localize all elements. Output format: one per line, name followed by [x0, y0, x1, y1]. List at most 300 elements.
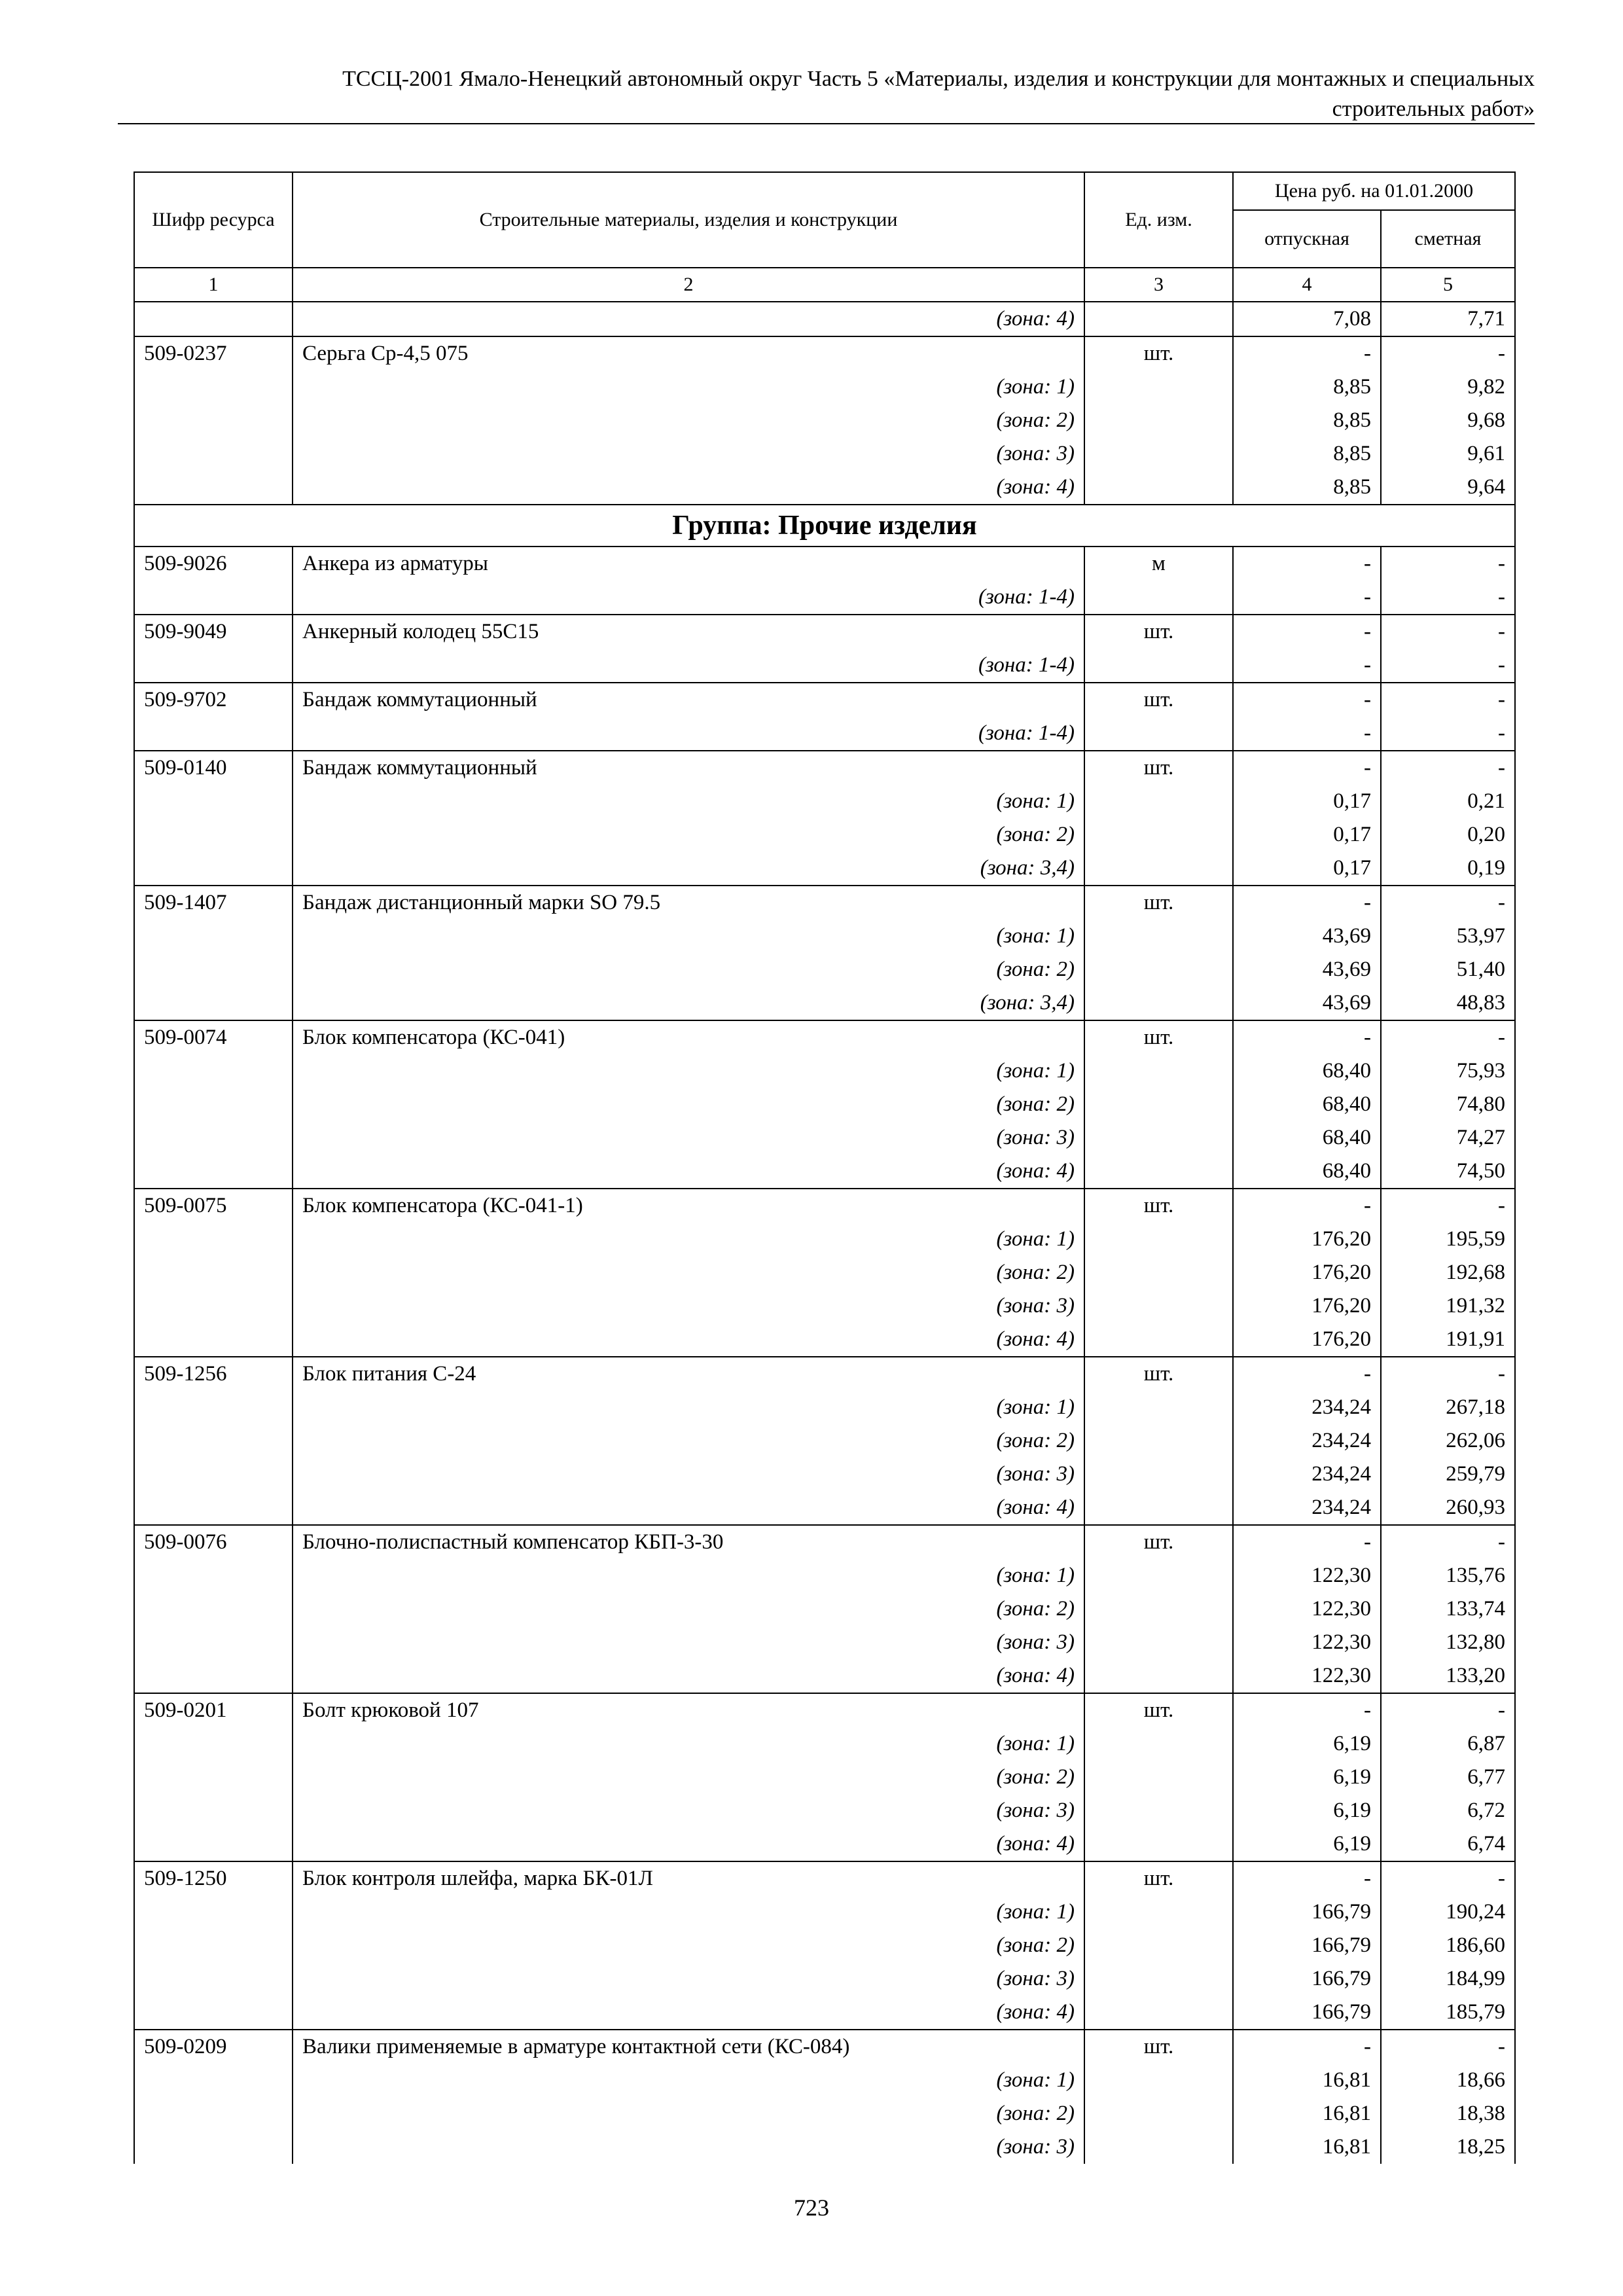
empty-cell [1084, 1323, 1233, 1357]
zone-row [134, 1391, 1515, 1424]
zone-row [134, 1659, 1515, 1693]
zone-label: (зона: 4) [293, 302, 1084, 336]
empty-cell [134, 1794, 293, 1827]
estimate-price: - [1381, 615, 1515, 649]
resource-code: 509-9049 [134, 615, 293, 649]
resource-code: 509-0074 [134, 1020, 293, 1054]
header-code: Шифр ресурса [134, 172, 293, 268]
empty-cell [134, 1659, 293, 1693]
zone-label: (зона: 2) [293, 953, 1084, 986]
resource-unit: шт. [1084, 751, 1233, 785]
empty-cell [1084, 1256, 1233, 1289]
empty-cell [1084, 1223, 1233, 1256]
resource-unit: шт. [1084, 1525, 1233, 1559]
resource-unit: шт. [1084, 1357, 1233, 1391]
table-header [134, 172, 1515, 302]
empty-cell [134, 1289, 293, 1323]
release-price: 122,30 [1233, 1626, 1381, 1659]
resource-code: 509-0076 [134, 1525, 293, 1559]
resource-name: Анкера из арматуры [293, 547, 1084, 581]
zone-row [134, 1223, 1515, 1256]
empty-cell [1084, 1727, 1233, 1761]
column-number: 4 [1233, 268, 1381, 302]
estimate-price: - [1381, 1020, 1515, 1054]
release-price: - [1233, 1693, 1381, 1727]
resource-unit: шт. [1084, 2030, 1233, 2064]
empty-cell [134, 818, 293, 852]
table-row [134, 1693, 1515, 1727]
zone-row [134, 785, 1515, 818]
release-price: - [1233, 1357, 1381, 1391]
resource-name: Блок компенсатора (КС-041) [293, 1020, 1084, 1054]
estimate-price: - [1381, 2030, 1515, 2064]
release-price: 68,40 [1233, 1155, 1381, 1189]
empty-cell [1084, 581, 1233, 615]
zone-label: (зона: 3,4) [293, 852, 1084, 886]
empty-cell [1084, 1794, 1233, 1827]
zone-row [134, 953, 1515, 986]
empty-cell [134, 1491, 293, 1525]
empty-cell [1084, 986, 1233, 1020]
zone-label: (зона: 2) [293, 404, 1084, 437]
column-number: 2 [293, 268, 1084, 302]
zone-label: (зона: 3) [293, 1458, 1084, 1491]
resource-name: Бандаж коммутационный [293, 751, 1084, 785]
zone-label: (зона: 2) [293, 1929, 1084, 1962]
resource-name: Болт крюковой 107 [293, 1693, 1084, 1727]
page-header [118, 64, 1535, 124]
price-table [134, 171, 1516, 2164]
resource-code: 509-1256 [134, 1357, 293, 1391]
zone-label: (зона: 1) [293, 370, 1084, 404]
zone-row [134, 1121, 1515, 1155]
resource-code: 509-1250 [134, 1861, 293, 1895]
empty-cell [134, 2130, 293, 2164]
zone-row [134, 1054, 1515, 1088]
release-price: 6,19 [1233, 1794, 1381, 1827]
empty-cell [134, 1323, 293, 1357]
empty-cell [134, 1155, 293, 1189]
estimate-price: 74,80 [1381, 1088, 1515, 1121]
resource-code: 509-0209 [134, 2030, 293, 2064]
release-price: 16,81 [1233, 2097, 1381, 2130]
estimate-price: 18,66 [1381, 2064, 1515, 2097]
release-price: - [1233, 683, 1381, 717]
zone-row [134, 2064, 1515, 2097]
resource-code: 509-1407 [134, 886, 293, 920]
empty-cell [134, 1996, 293, 2030]
table-row [134, 1189, 1515, 1223]
zone-label: (зона: 2) [293, 2097, 1084, 2130]
release-price: - [1233, 615, 1381, 649]
zone-row [134, 1761, 1515, 1794]
release-price: 176,20 [1233, 1323, 1381, 1357]
empty-cell [1084, 1088, 1233, 1121]
empty-cell [1084, 1424, 1233, 1458]
empty-cell [1084, 1121, 1233, 1155]
estimate-price: 48,83 [1381, 986, 1515, 1020]
empty-cell [134, 1592, 293, 1626]
estimate-price: 74,27 [1381, 1121, 1515, 1155]
zone-row [134, 437, 1515, 471]
release-price: 8,85 [1233, 471, 1381, 505]
release-price: 234,24 [1233, 1491, 1381, 1525]
release-price: 0,17 [1233, 785, 1381, 818]
release-price: 43,69 [1233, 986, 1381, 1020]
estimate-price: 192,68 [1381, 1256, 1515, 1289]
empty-cell [1084, 1827, 1233, 1861]
estimate-price: 9,64 [1381, 471, 1515, 505]
empty-cell [134, 920, 293, 953]
release-price: 16,81 [1233, 2064, 1381, 2097]
zone-label: (зона: 3) [293, 1626, 1084, 1659]
resource-unit: м [1084, 547, 1233, 581]
zone-row [134, 1626, 1515, 1659]
zone-row [134, 2097, 1515, 2130]
estimate-price: - [1381, 717, 1515, 751]
zone-row [134, 1592, 1515, 1626]
estimate-price: 267,18 [1381, 1391, 1515, 1424]
empty-cell [134, 953, 293, 986]
estimate-price: - [1381, 1189, 1515, 1223]
release-price: 176,20 [1233, 1256, 1381, 1289]
empty-cell [134, 1962, 293, 1996]
zone-row [134, 818, 1515, 852]
zone-row [134, 1996, 1515, 2030]
estimate-price: 190,24 [1381, 1895, 1515, 1929]
zone-row [134, 302, 1515, 336]
table-row [134, 1525, 1515, 1559]
empty-cell [134, 1088, 293, 1121]
resource-unit: шт. [1084, 1020, 1233, 1054]
estimate-price: - [1381, 1525, 1515, 1559]
zone-row [134, 370, 1515, 404]
resource-name: Блок контроля шлейфа, марка БК-01Л [293, 1861, 1084, 1895]
empty-cell [1084, 1458, 1233, 1491]
table-row [134, 1861, 1515, 1895]
estimate-price: 18,38 [1381, 2097, 1515, 2130]
release-price: 0,17 [1233, 852, 1381, 886]
resource-code: 509-0201 [134, 1693, 293, 1727]
empty-cell [1084, 717, 1233, 751]
empty-cell [1084, 1289, 1233, 1323]
zone-label: (зона: 4) [293, 1491, 1084, 1525]
empty-cell [134, 302, 293, 336]
table-row [134, 886, 1515, 920]
release-price: - [1233, 1189, 1381, 1223]
release-price: - [1233, 751, 1381, 785]
zone-label: (зона: 3,4) [293, 986, 1084, 1020]
zone-label: (зона: 2) [293, 1592, 1084, 1626]
release-price: - [1233, 717, 1381, 751]
release-price: 122,30 [1233, 1559, 1381, 1592]
empty-cell [1084, 649, 1233, 683]
estimate-price: 133,74 [1381, 1592, 1515, 1626]
table-row [134, 683, 1515, 717]
empty-cell [1084, 785, 1233, 818]
estimate-price: - [1381, 581, 1515, 615]
zone-label: (зона: 1-4) [293, 717, 1084, 751]
empty-cell [134, 1391, 293, 1424]
table-row [134, 1357, 1515, 1391]
empty-cell [1084, 1054, 1233, 1088]
empty-cell [1084, 1895, 1233, 1929]
release-price: 234,24 [1233, 1458, 1381, 1491]
resource-name: Серьга Ср-4,5 075 [293, 336, 1084, 370]
empty-cell [1084, 370, 1233, 404]
zone-label: (зона: 2) [293, 1256, 1084, 1289]
empty-cell [134, 1121, 293, 1155]
empty-cell [1084, 1155, 1233, 1189]
zone-label: (зона: 1) [293, 1054, 1084, 1088]
estimate-price: 18,25 [1381, 2130, 1515, 2164]
resource-code: 509-0075 [134, 1189, 293, 1223]
estimate-price: 133,20 [1381, 1659, 1515, 1693]
empty-cell [134, 852, 293, 886]
estimate-price: 0,19 [1381, 852, 1515, 886]
release-price: 234,24 [1233, 1424, 1381, 1458]
estimate-price: - [1381, 751, 1515, 785]
release-price: 166,79 [1233, 1895, 1381, 1929]
zone-label: (зона: 2) [293, 1088, 1084, 1121]
release-price: 7,08 [1233, 302, 1381, 336]
resource-unit: шт. [1084, 886, 1233, 920]
zone-row [134, 1155, 1515, 1189]
resource-name: Блочно-полиспастный компенсатор КБП-3-30 [293, 1525, 1084, 1559]
group-title: Группа: Прочие изделия [134, 505, 1515, 547]
empty-cell [134, 2064, 293, 2097]
resource-unit: шт. [1084, 1189, 1233, 1223]
empty-cell [134, 1727, 293, 1761]
zone-label: (зона: 1) [293, 1727, 1084, 1761]
resource-name: Бандаж дистанционный марки SO 79.5 [293, 886, 1084, 920]
zone-row [134, 1458, 1515, 1491]
resource-code: 509-0140 [134, 751, 293, 785]
zone-row [134, 1794, 1515, 1827]
zone-row [134, 2130, 1515, 2164]
zone-row [134, 1962, 1515, 1996]
estimate-price: 9,68 [1381, 404, 1515, 437]
estimate-price: 135,76 [1381, 1559, 1515, 1592]
zone-label: (зона: 3) [293, 1289, 1084, 1323]
empty-cell [1084, 1559, 1233, 1592]
zone-row [134, 1727, 1515, 1761]
release-price: 43,69 [1233, 953, 1381, 986]
estimate-price: 6,74 [1381, 1827, 1515, 1861]
estimate-price: 185,79 [1381, 1996, 1515, 2030]
zone-row [134, 1088, 1515, 1121]
empty-cell [1084, 1391, 1233, 1424]
empty-cell [1084, 404, 1233, 437]
release-price: - [1233, 2030, 1381, 2064]
empty-cell [134, 1424, 293, 1458]
zone-label: (зона: 4) [293, 1323, 1084, 1357]
empty-cell [134, 370, 293, 404]
empty-cell [134, 1223, 293, 1256]
zone-label: (зона: 1) [293, 1559, 1084, 1592]
page-number: 723 [794, 2195, 829, 2221]
empty-cell [134, 1827, 293, 1861]
estimate-price: 6,77 [1381, 1761, 1515, 1794]
estimate-price: - [1381, 683, 1515, 717]
empty-cell [1084, 1962, 1233, 1996]
resource-unit: шт. [1084, 615, 1233, 649]
empty-cell [134, 1458, 293, 1491]
zone-label: (зона: 1) [293, 1391, 1084, 1424]
zone-label: (зона: 1-4) [293, 649, 1084, 683]
empty-cell [1084, 1659, 1233, 1693]
estimate-price: - [1381, 336, 1515, 370]
estimate-price: 0,20 [1381, 818, 1515, 852]
release-price: 8,85 [1233, 437, 1381, 471]
estimate-price: 191,91 [1381, 1323, 1515, 1357]
release-price: 8,85 [1233, 370, 1381, 404]
zone-row [134, 404, 1515, 437]
estimate-price: 6,87 [1381, 1727, 1515, 1761]
header-release: отпускная [1233, 210, 1381, 268]
zone-row [134, 1559, 1515, 1592]
release-price: 6,19 [1233, 1761, 1381, 1794]
release-price: - [1233, 1525, 1381, 1559]
empty-cell [134, 1054, 293, 1088]
release-price: - [1233, 547, 1381, 581]
zone-row [134, 717, 1515, 751]
zone-label: (зона: 1) [293, 1223, 1084, 1256]
empty-cell [134, 581, 293, 615]
estimate-price: 132,80 [1381, 1626, 1515, 1659]
estimate-price: 51,40 [1381, 953, 1515, 986]
estimate-price: - [1381, 1357, 1515, 1391]
zone-row [134, 1323, 1515, 1357]
release-price: 234,24 [1233, 1391, 1381, 1424]
zone-row [134, 852, 1515, 886]
empty-cell [1084, 953, 1233, 986]
table-row [134, 336, 1515, 370]
resource-name: Валики применяемые в арматуре контактной сети (КС-084) [293, 2030, 1084, 2064]
empty-cell [134, 785, 293, 818]
resource-name: Анкерный колодец 55С15 [293, 615, 1084, 649]
estimate-price: - [1381, 1693, 1515, 1727]
resource-code: 509-0237 [134, 336, 293, 370]
zone-label: (зона: 1) [293, 1895, 1084, 1929]
zone-label: (зона: 1) [293, 785, 1084, 818]
zone-label: (зона: 1-4) [293, 581, 1084, 615]
empty-cell [1084, 437, 1233, 471]
empty-cell [134, 471, 293, 505]
empty-cell [134, 1626, 293, 1659]
release-price: - [1233, 581, 1381, 615]
release-price: 122,30 [1233, 1659, 1381, 1693]
release-price: 166,79 [1233, 1962, 1381, 1996]
group-row [134, 505, 1515, 547]
zone-row [134, 920, 1515, 953]
empty-cell [1084, 302, 1233, 336]
release-price: 16,81 [1233, 2130, 1381, 2164]
empty-cell [1084, 852, 1233, 886]
estimate-price: 0,21 [1381, 785, 1515, 818]
empty-cell [134, 717, 293, 751]
estimate-price: 260,93 [1381, 1491, 1515, 1525]
zone-label: (зона: 4) [293, 1155, 1084, 1189]
release-price: - [1233, 336, 1381, 370]
empty-cell [134, 649, 293, 683]
table-row [134, 2030, 1515, 2064]
empty-cell [134, 437, 293, 471]
resource-name: Бандаж коммутационный [293, 683, 1084, 717]
estimate-price: 75,93 [1381, 1054, 1515, 1088]
resource-name: Блок компенсатора (КС-041-1) [293, 1189, 1084, 1223]
zone-label: (зона: 4) [293, 1996, 1084, 2030]
zone-label: (зона: 1) [293, 920, 1084, 953]
empty-cell [1084, 1996, 1233, 2030]
empty-cell [1084, 1929, 1233, 1962]
resource-unit: шт. [1084, 683, 1233, 717]
estimate-price: 262,06 [1381, 1424, 1515, 1458]
zone-label: (зона: 3) [293, 2130, 1084, 2164]
zone-row [134, 1424, 1515, 1458]
estimate-price: 53,97 [1381, 920, 1515, 953]
header-name: Строительные материалы, изделия и конструкции [293, 172, 1084, 268]
release-price: 8,85 [1233, 404, 1381, 437]
estimate-price: 7,71 [1381, 302, 1515, 336]
zone-label: (зона: 3) [293, 1121, 1084, 1155]
release-price: - [1233, 1861, 1381, 1895]
zone-row [134, 1929, 1515, 1962]
zone-label: (зона: 4) [293, 1827, 1084, 1861]
zone-row [134, 1256, 1515, 1289]
zone-row [134, 986, 1515, 1020]
estimate-price: 9,82 [1381, 370, 1515, 404]
estimate-price: 259,79 [1381, 1458, 1515, 1491]
release-price: 176,20 [1233, 1289, 1381, 1323]
empty-cell [1084, 2064, 1233, 2097]
resource-code: 509-9026 [134, 547, 293, 581]
empty-cell [134, 1256, 293, 1289]
header-line-1: ТССЦ-2001 Ямало-Ненецкий автономный округ Часть 5 «Материалы, изделия и конструкции для монтажных и специальных [342, 67, 1535, 91]
table-body [134, 302, 1515, 2164]
zone-label: (зона: 4) [293, 471, 1084, 505]
empty-cell [134, 1761, 293, 1794]
release-price: - [1233, 1020, 1381, 1054]
estimate-price: 191,32 [1381, 1289, 1515, 1323]
zone-label: (зона: 2) [293, 1761, 1084, 1794]
estimate-price: 9,61 [1381, 437, 1515, 471]
estimate-price: - [1381, 1861, 1515, 1895]
empty-cell [1084, 471, 1233, 505]
release-price: 166,79 [1233, 1996, 1381, 2030]
zone-label: (зона: 1) [293, 2064, 1084, 2097]
header-price: Цена руб. на 01.01.2000 [1233, 172, 1515, 210]
resource-unit: шт. [1084, 1861, 1233, 1895]
resource-unit: шт. [1084, 1693, 1233, 1727]
release-price: 176,20 [1233, 1223, 1381, 1256]
zone-label: (зона: 3) [293, 437, 1084, 471]
release-price: 6,19 [1233, 1827, 1381, 1861]
table-row [134, 547, 1515, 581]
zone-row [134, 649, 1515, 683]
empty-cell [134, 404, 293, 437]
estimate-price: 184,99 [1381, 1962, 1515, 1996]
empty-cell [134, 1895, 293, 1929]
table-row [134, 1020, 1515, 1054]
empty-cell [1084, 2097, 1233, 2130]
empty-cell [1084, 920, 1233, 953]
table-row [134, 751, 1515, 785]
empty-cell [1084, 1592, 1233, 1626]
column-number: 1 [134, 268, 293, 302]
zone-label: (зона: 4) [293, 1659, 1084, 1693]
estimate-price: - [1381, 547, 1515, 581]
